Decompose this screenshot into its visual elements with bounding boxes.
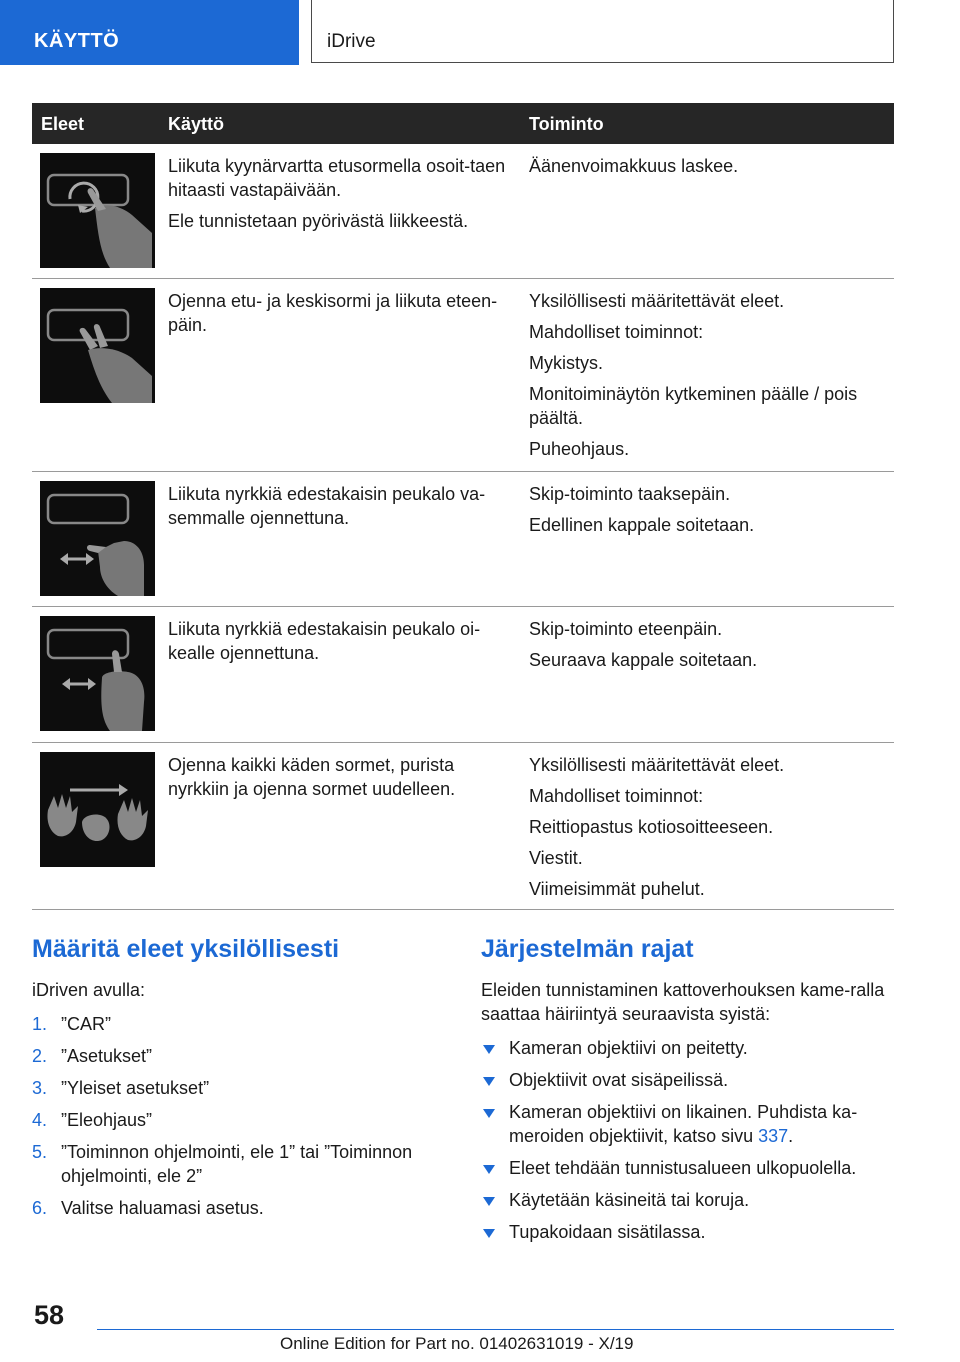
limits-list (481, 1036, 894, 1244)
table-header-row (32, 103, 894, 144)
footer-divider (97, 1329, 894, 1330)
function-text: Viimeisimmät puhelut. (529, 879, 705, 899)
triangle-bullet-icon (483, 1229, 495, 1238)
table-row (32, 144, 894, 279)
function-text: Mahdolliset toiminnot: (529, 322, 704, 342)
bullet-text: Eleet tehdään tunnistusalueen ulkopuolella. (509, 1158, 857, 1178)
function-text: Äänenvoimakkuus laskee. (529, 156, 739, 176)
function-text: Mykistys. (529, 353, 603, 373)
triangle-bullet-icon (483, 1109, 495, 1118)
list-item (481, 1036, 894, 1060)
table-header-function: Toiminto (529, 114, 604, 134)
header-section-tab (0, 0, 299, 65)
table-row (32, 743, 894, 910)
list-item (32, 1196, 452, 1220)
list-item (481, 1156, 894, 1180)
footer-edition: Online Edition for Part no. 01402631019 - X/19 (280, 1334, 634, 1353)
page-number: 58 (34, 1300, 65, 1330)
section-intro: Eleiden tunnistaminen kattoverhouksen kame-ralla saattaa häiriintyä seuraavista syistä: (481, 980, 885, 1024)
usage-text: Liikuta kyynärvartta etusormella osoit-taen hitaasti vastapäivään. (168, 156, 506, 200)
gesture-rotate-image (40, 153, 155, 268)
function-text: Seuraava kappale soitetaan. (529, 650, 758, 670)
gesture-open-fist-image (40, 752, 155, 867)
step-number: 3. (32, 1078, 48, 1098)
gesture-table (32, 103, 894, 910)
function-text: Puheohjaus. (529, 439, 630, 459)
function-text: Skip-toiminto taaksepäin. (529, 484, 731, 504)
step-text: ”Toiminnon ohjelmointi, ele 1” tai ”Toiminnon ohjelmointi, ele 2” (61, 1142, 413, 1186)
gesture-thumb-left-icon (40, 481, 155, 596)
header-chapter-label: iDrive (327, 31, 376, 52)
bullet-text-end: . (788, 1126, 794, 1146)
list-item (32, 1076, 452, 1100)
function-text: Viestit. (529, 848, 583, 868)
step-text: ”CAR” (61, 1014, 111, 1034)
function-text: Edellinen kappale soitetaan. (529, 515, 755, 535)
gesture-swipe-forward-icon (40, 288, 155, 403)
bullet-text: Objektiivit ovat sisäpeilissä. (509, 1070, 729, 1090)
table-header-gestures: Eleet (41, 114, 85, 134)
triangle-bullet-icon (483, 1165, 495, 1174)
step-number: 4. (32, 1110, 48, 1130)
system-limits-section (481, 935, 894, 1252)
table-row (32, 472, 894, 607)
gesture-rotate-icon (40, 153, 155, 268)
list-item (481, 1100, 894, 1148)
step-text: ”Eleohjaus” (61, 1110, 153, 1130)
step-number: 2. (32, 1046, 48, 1066)
function-text: Skip-toiminto eteenpäin. (529, 619, 723, 639)
gesture-open-fist-open-icon (40, 752, 155, 867)
step-text: ”Asetukset” (61, 1046, 153, 1066)
section-intro: iDriven avulla: (32, 980, 146, 1000)
list-item (32, 1012, 452, 1036)
customize-gestures-section (32, 935, 452, 1228)
list-item (481, 1188, 894, 1212)
list-item (32, 1044, 452, 1068)
list-item (481, 1220, 894, 1244)
function-text: Monitoiminäytön kytkeminen päälle / pois päältä. (529, 384, 858, 428)
list-item (481, 1068, 894, 1092)
function-text: Yksilöllisesti määritettävät eleet. (529, 291, 785, 311)
function-text: Yksilöllisesti määritettävät eleet. (529, 755, 785, 775)
list-item (32, 1140, 452, 1188)
bullet-text: Kameran objektiivi on likainen. Puhdista ka-meroiden objektiivit, katso sivu (509, 1102, 858, 1146)
bullet-text: Tupakoidaan sisätilassa. (509, 1222, 706, 1242)
page-reference-link[interactable]: 337 (758, 1126, 789, 1146)
step-text: Valitse haluamasi asetus. (61, 1198, 264, 1218)
gesture-thumb-right-image (40, 616, 155, 731)
bullet-text: Kameran objektiivi on peitetty. (509, 1038, 748, 1058)
step-number: 5. (32, 1142, 48, 1162)
function-text: Mahdolliset toiminnot: (529, 786, 704, 806)
step-number: 1. (32, 1014, 48, 1034)
step-text: ”Yleiset asetukset” (61, 1078, 210, 1098)
usage-text: Ele tunnistetaan pyörivästä liikkeestä. (168, 211, 469, 231)
table-header-usage: Käyttö (168, 114, 225, 134)
header-chapter-box (311, 0, 894, 63)
gesture-thumb-left-image (40, 481, 155, 596)
section-title: Määritä eleet yksilöllisesti (32, 935, 340, 963)
triangle-bullet-icon (483, 1077, 495, 1086)
gesture-thumb-right-icon (40, 616, 155, 731)
usage-text: Ojenna kaikki käden sormet, purista nyrkkiin ja ojenna sormet uudelleen. (168, 755, 456, 799)
step-list (32, 1012, 452, 1220)
triangle-bullet-icon (483, 1045, 495, 1054)
usage-text: Liikuta nyrkkiä edestakaisin peukalo oi-kealle ojennettuna. (168, 619, 481, 663)
list-item (32, 1108, 452, 1132)
section-title: Järjestelmän rajat (481, 935, 694, 963)
header-section-label: KÄYTTÖ (34, 30, 120, 52)
step-number: 6. (32, 1198, 48, 1218)
usage-text: Liikuta nyrkkiä edestakaisin peukalo va-semmalle ojennettuna. (168, 484, 486, 528)
gesture-swipe-image (40, 288, 155, 403)
bullet-text: Käytetään käsineitä tai koruja. (509, 1190, 750, 1210)
usage-text: Ojenna etu- ja keskisormi ja liikuta eteen-päin. (168, 291, 498, 335)
function-text: Reittiopastus kotiosoitteeseen. (529, 817, 774, 837)
table-row (32, 279, 894, 472)
table-row (32, 607, 894, 743)
triangle-bullet-icon (483, 1197, 495, 1206)
